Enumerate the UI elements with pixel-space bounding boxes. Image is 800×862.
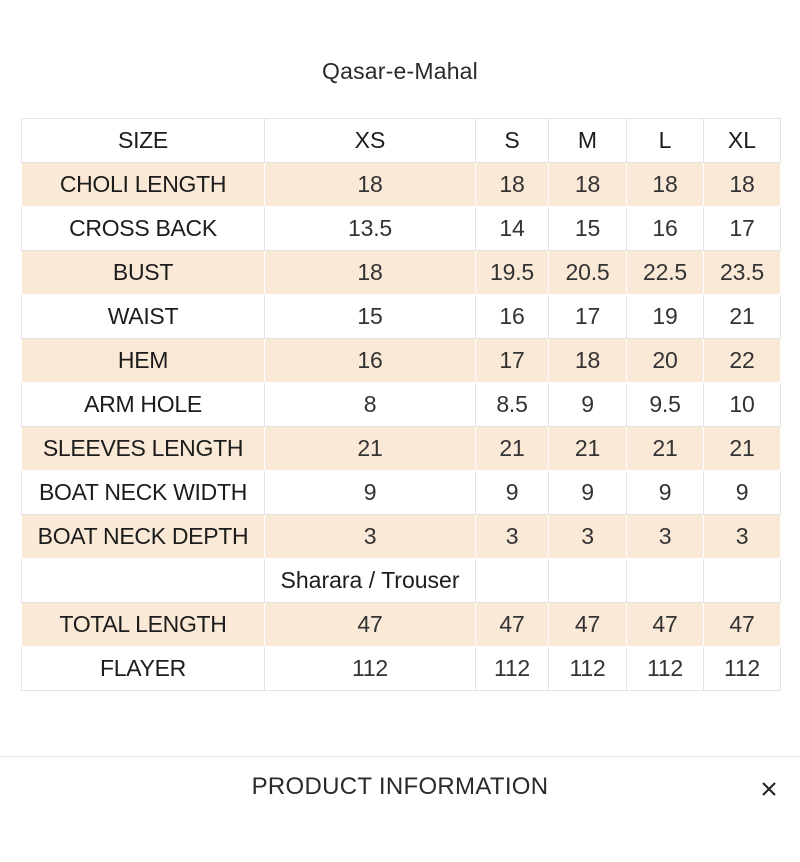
- row-value: 18: [549, 163, 627, 207]
- row-value: 9: [265, 471, 476, 515]
- row-label: TOTAL LENGTH: [22, 603, 265, 647]
- row-value: 112: [265, 647, 476, 691]
- row-value: 21: [627, 427, 704, 471]
- close-icon[interactable]: [756, 776, 782, 802]
- table-row: [22, 515, 781, 559]
- row-value: 15: [265, 295, 476, 339]
- row-value: 3: [265, 515, 476, 559]
- header-cell-xl: XL: [704, 119, 781, 163]
- row-value: 47: [704, 603, 781, 647]
- row-value: 3: [704, 515, 781, 559]
- product-information-heading[interactable]: PRODUCT INFORMATION: [251, 773, 549, 800]
- row-label: SLEEVES LENGTH: [22, 427, 265, 471]
- row-value: 8.5: [476, 383, 549, 427]
- row-value: 19.5: [476, 251, 549, 295]
- row-value: 9.5: [627, 383, 704, 427]
- row-label: CROSS BACK: [22, 207, 265, 251]
- section-blank-cell: [22, 559, 265, 603]
- row-value: 22.5: [627, 251, 704, 295]
- row-value: 19: [627, 295, 704, 339]
- table-header-row: [22, 119, 781, 163]
- row-value: 112: [627, 647, 704, 691]
- row-value: 16: [627, 207, 704, 251]
- row-value: 17: [549, 295, 627, 339]
- header-cell-xs: XS: [265, 119, 476, 163]
- row-value: 18: [476, 163, 549, 207]
- row-value: 9: [704, 471, 781, 515]
- row-label: HEM: [22, 339, 265, 383]
- row-value: 21: [704, 295, 781, 339]
- row-label: BOAT NECK WIDTH: [22, 471, 265, 515]
- table-row: [22, 383, 781, 427]
- size-chart-table: [21, 118, 781, 691]
- row-value: 112: [704, 647, 781, 691]
- row-value: 20: [627, 339, 704, 383]
- row-value: 47: [549, 603, 627, 647]
- row-value: 47: [265, 603, 476, 647]
- row-value: 18: [549, 339, 627, 383]
- row-value: 112: [476, 647, 549, 691]
- table-row: [22, 427, 781, 471]
- section-title: Sharara / Trouser: [265, 559, 476, 603]
- row-value: 3: [549, 515, 627, 559]
- row-value: 18: [627, 163, 704, 207]
- row-value: 21: [704, 427, 781, 471]
- row-label: BOAT NECK DEPTH: [22, 515, 265, 559]
- row-value: 14: [476, 207, 549, 251]
- row-value: 8: [265, 383, 476, 427]
- section-row: [22, 559, 781, 603]
- row-value: 9: [627, 471, 704, 515]
- row-value: 20.5: [549, 251, 627, 295]
- row-value: 47: [476, 603, 549, 647]
- row-value: 17: [476, 339, 549, 383]
- table-row: [22, 647, 781, 691]
- row-value: 112: [549, 647, 627, 691]
- row-value: 16: [265, 339, 476, 383]
- row-value: 47: [627, 603, 704, 647]
- table-row: [22, 251, 781, 295]
- section-divider: [0, 756, 800, 757]
- row-label: FLAYER: [22, 647, 265, 691]
- row-label: BUST: [22, 251, 265, 295]
- row-value: 9: [549, 383, 627, 427]
- section-empty-cell: [627, 559, 704, 603]
- row-value: 21: [549, 427, 627, 471]
- table-row: [22, 471, 781, 515]
- row-label: WAIST: [22, 295, 265, 339]
- row-value: 3: [476, 515, 549, 559]
- row-value: 18: [704, 163, 781, 207]
- table-row: [22, 163, 781, 207]
- section-empty-cell: [704, 559, 781, 603]
- row-value: 10: [704, 383, 781, 427]
- header-cell-l: L: [627, 119, 704, 163]
- section-empty-cell: [549, 559, 627, 603]
- table-row: [22, 603, 781, 647]
- row-value: 17: [704, 207, 781, 251]
- table-row: [22, 295, 781, 339]
- row-value: 18: [265, 251, 476, 295]
- row-label: ARM HOLE: [22, 383, 265, 427]
- row-value: 16: [476, 295, 549, 339]
- header-cell-size: SIZE: [22, 119, 265, 163]
- header-cell-s: S: [476, 119, 549, 163]
- row-value: 21: [265, 427, 476, 471]
- row-label: CHOLI LENGTH: [22, 163, 265, 207]
- row-value: 9: [549, 471, 627, 515]
- table-row: [22, 339, 781, 383]
- row-value: 21: [476, 427, 549, 471]
- row-value: 3: [627, 515, 704, 559]
- row-value: 23.5: [704, 251, 781, 295]
- row-value: 18: [265, 163, 476, 207]
- section-empty-cell: [476, 559, 549, 603]
- row-value: 15: [549, 207, 627, 251]
- brand-title: Qasar-e-Mahal: [322, 58, 478, 84]
- row-value: 9: [476, 471, 549, 515]
- header-cell-m: M: [549, 119, 627, 163]
- table-row: [22, 207, 781, 251]
- row-value: 13.5: [265, 207, 476, 251]
- row-value: 22: [704, 339, 781, 383]
